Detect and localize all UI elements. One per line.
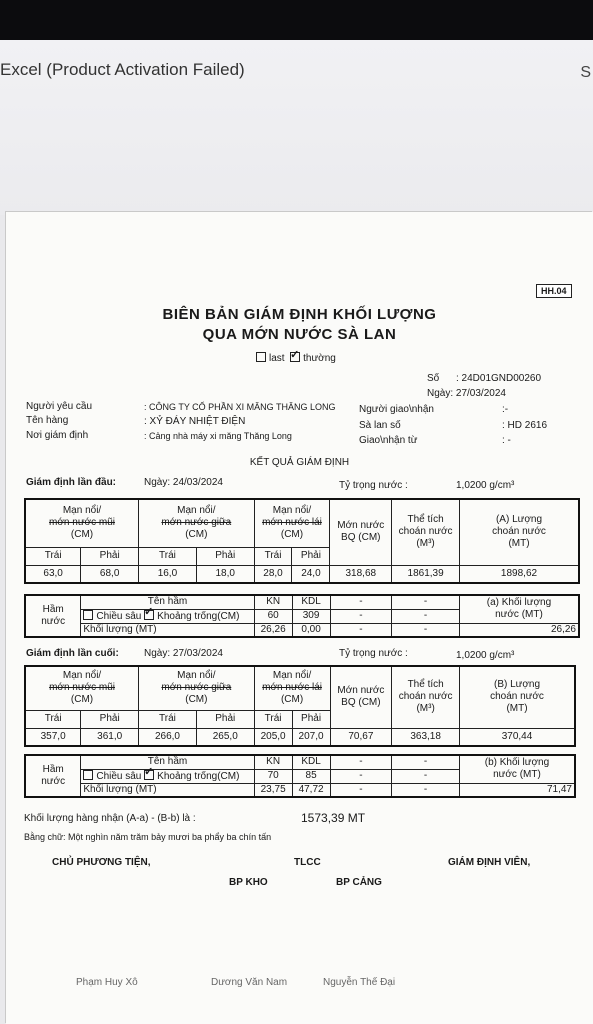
- depth-checkbox[interactable]: [83, 610, 93, 620]
- last-value-cell: 70,67: [330, 728, 392, 746]
- signer-name-2: Dương Văn Nam: [211, 977, 288, 988]
- mass-row-label: Khối lượng (MT): [81, 623, 254, 637]
- first-survey-label: Giám định lần đầu:: [26, 477, 117, 488]
- aft-header: Mạn nổi/ mớn nước lái (CM): [254, 499, 330, 547]
- window-title: Excel (Product Activation Failed): [0, 60, 245, 79]
- normal-label: thường: [303, 353, 336, 364]
- first-value-cell: 1861,39: [392, 565, 460, 583]
- barge-value: : HD 2616: [502, 420, 548, 431]
- kn-header: KN: [254, 755, 292, 769]
- signer-inspector: GIÁM ĐỊNH VIÊN,: [448, 857, 531, 868]
- signer-warehouse: BP KHO: [229, 877, 268, 888]
- dash-cell: -: [330, 623, 392, 637]
- signer-tlcc: TLCC: [294, 857, 321, 868]
- signer-owner: CHỦ PHƯƠNG TIỆN,: [52, 857, 151, 868]
- first-value-cell: 1898,62: [460, 565, 580, 583]
- top-black-bar: [0, 0, 593, 40]
- depth-kn: 70: [254, 769, 292, 783]
- so-value: : 24D01GND00260: [456, 373, 542, 384]
- received-value: 1573,39 MT: [301, 811, 366, 825]
- mass-kdl: 0,00: [292, 623, 330, 637]
- aft-left-header: Trái: [254, 710, 292, 728]
- first-value-cell: 318,68: [330, 565, 392, 583]
- mid-left-header: Trái: [139, 710, 197, 728]
- first-survey-date: Ngày: 24/03/2024: [144, 477, 223, 488]
- last-value-cell: 266,0: [139, 728, 197, 746]
- bow-header: Mạn nổi/ mớn nước mũi (CM): [25, 666, 139, 710]
- first-value-cell: 16,0: [139, 565, 197, 583]
- first-hold-table: [24, 594, 580, 638]
- doc-title: BIÊN BẢN GIÁM ĐỊNH KHỐI LƯỢNG: [162, 306, 437, 323]
- mass-kn: 26,26: [254, 623, 292, 637]
- bq-header: Mớn nước BQ (CM): [330, 666, 392, 728]
- dash-cell: -: [330, 609, 392, 623]
- last-survey-label: Giám định lần cuối:: [26, 648, 119, 659]
- volume-header: Thể tích choán nước (M³): [392, 666, 460, 728]
- form-code-box: HH.04: [536, 284, 572, 298]
- last-hold-table: [24, 754, 576, 798]
- barge-label: Sà lan số: [359, 420, 401, 431]
- last-value-cell: 357,0: [25, 728, 81, 746]
- depth-row-label: Chiều sâu ✓ Khoảng trống(CM): [81, 609, 254, 623]
- requester-value: : CÔNG TY CỔ PHẦN XI MĂNG THĂNG LONG: [144, 402, 336, 412]
- last-label: last: [269, 353, 285, 364]
- gap-checkbox[interactable]: [144, 770, 154, 780]
- goods-label: Tên hàng: [26, 415, 69, 426]
- mass-kdl: 47,72: [292, 783, 330, 797]
- signer-name-3: Nguyễn Thế Đại: [323, 977, 396, 988]
- date-label: Ngày: 27/03/2024: [427, 388, 506, 399]
- volume-header: Thể tích choán nước (M³): [392, 499, 460, 565]
- receiver-value: :-: [502, 404, 509, 415]
- received-label: Khối lượng hàng nhận (A-a) - (B-b) là :: [24, 813, 196, 824]
- depth-row-label: Chiều sâu ✓ Khoảng trống(CM): [81, 769, 254, 783]
- last-survey-date: Ngày: 27/03/2024: [144, 648, 223, 659]
- bow-right-header: Phải: [81, 710, 139, 728]
- signer-name-1: Phạm Huy Xô: [76, 977, 138, 988]
- excel-window-titlebar: [0, 40, 593, 215]
- requester-label: Người yêu cầu: [26, 401, 93, 412]
- water-mass-value: 71,47: [459, 783, 575, 797]
- displacement-header: (A) Lượng choán nước (MT): [460, 499, 580, 565]
- dash-cell: -: [392, 609, 460, 623]
- hold-name-header: Tên hầm: [81, 755, 254, 769]
- first-value-cell: 18,0: [196, 565, 254, 583]
- dash-cell: -: [392, 783, 460, 797]
- depth-kn: 60: [254, 609, 292, 623]
- bq-header: Mớn nước BQ (CM): [330, 499, 392, 565]
- aft-right-header: Phải: [292, 710, 330, 728]
- first-value-cell: 28,0: [254, 565, 292, 583]
- mid-left-header: Trái: [139, 547, 197, 565]
- dash-cell: -: [392, 595, 460, 609]
- bow-right-header: Phải: [81, 547, 139, 565]
- place-label: Nơi giám định: [26, 430, 89, 441]
- hold-name-header: Tên hầm: [81, 595, 254, 609]
- aft-right-header: Phải: [292, 547, 330, 565]
- so-label: Số: [427, 373, 440, 384]
- depth-kdl: 85: [292, 769, 330, 783]
- doc-subtitle: QUA MỚN NƯỚC SÀ LAN: [202, 326, 397, 343]
- dash-cell: -: [330, 783, 392, 797]
- first-draft-table: [24, 498, 580, 584]
- window-corner-text: S: [580, 64, 591, 81]
- last-value-cell: 205,0: [254, 728, 292, 746]
- displacement-header: (B) Lượng choán nước (MT): [460, 666, 575, 728]
- dash-cell: -: [392, 769, 460, 783]
- last-value-cell: 363,18: [392, 728, 460, 746]
- kdl-header: KDL: [292, 755, 330, 769]
- mass-kn: 23,75: [254, 783, 292, 797]
- mid-right-header: Phải: [196, 547, 254, 565]
- bow-left-header: Trái: [25, 710, 81, 728]
- first-value-cell: 63,0: [25, 565, 81, 583]
- amount-in-words: Bằng chữ: Một nghìn năm trăm bảy mươi ba phẩy ba chín tấn: [24, 832, 272, 842]
- depth-kdl: 309: [292, 609, 330, 623]
- last-density-label: Tỷ trọng nước :: [339, 648, 408, 659]
- first-value-cell: 68,0: [81, 565, 139, 583]
- last-value-cell: 265,0: [196, 728, 254, 746]
- from-label: Giao\nhận từ: [359, 435, 418, 446]
- receiver-label: Người giao\nhận: [359, 404, 434, 415]
- last-value-cell: 207,0: [292, 728, 330, 746]
- aft-header: Mạn nổi/ mớn nước lái (CM): [254, 666, 330, 710]
- water-mass-header: (b) Khối lượng nước (MT): [459, 755, 575, 783]
- kn-header: KN: [254, 595, 292, 609]
- dash-cell: -: [330, 755, 392, 769]
- dash-cell: -: [330, 595, 392, 609]
- mid-right-header: Phải: [196, 710, 254, 728]
- place-value: : Cảng nhà máy xi măng Thăng Long: [144, 431, 292, 441]
- document-sheet: [6, 212, 593, 1024]
- bow-left-header: Trái: [25, 547, 81, 565]
- mid-header: Mạn nổi/ mớn nước giữa (CM): [139, 499, 255, 547]
- last-checkbox[interactable]: [256, 352, 266, 362]
- hold-label: Hầm nước: [25, 755, 81, 797]
- first-value-cell: 24,0: [292, 565, 330, 583]
- dash-cell: -: [392, 623, 460, 637]
- normal-checkbox[interactable]: [290, 352, 300, 362]
- mid-header: Mạn nổi/ mớn nước giữa (CM): [139, 666, 255, 710]
- bow-header: Mạn nổi/ mớn nước mũi (CM): [25, 499, 139, 547]
- depth-checkbox[interactable]: [83, 770, 93, 780]
- goods-value: : XỶ ĐÁY NHIỆT ĐIỆN: [144, 416, 246, 427]
- water-mass-header: (a) Khối lượng nước (MT): [459, 595, 579, 623]
- option-row: [256, 352, 336, 364]
- first-density-label: Tỷ trọng nước :: [339, 480, 408, 491]
- first-density-value: 1,0200 g/cm³: [456, 480, 515, 491]
- from-value: : -: [502, 435, 511, 446]
- dash-cell: -: [392, 755, 460, 769]
- last-value-cell: 370,44: [460, 728, 575, 746]
- signer-port: BP CẢNG: [336, 877, 382, 888]
- last-density-value: 1,0200 g/cm³: [456, 650, 515, 661]
- mass-row-label: Khối lượng (MT): [81, 783, 254, 797]
- hold-label: Hầm nước: [25, 595, 81, 637]
- dash-cell: -: [330, 769, 392, 783]
- last-draft-table: [24, 665, 576, 747]
- last-value-cell: 361,0: [81, 728, 139, 746]
- gap-checkbox[interactable]: [144, 610, 154, 620]
- water-mass-value: 26,26: [459, 623, 579, 637]
- kdl-header: KDL: [292, 595, 330, 609]
- aft-left-header: Trái: [254, 547, 292, 565]
- results-heading: KẾT QUẢ GIÁM ĐỊNH: [249, 457, 350, 468]
